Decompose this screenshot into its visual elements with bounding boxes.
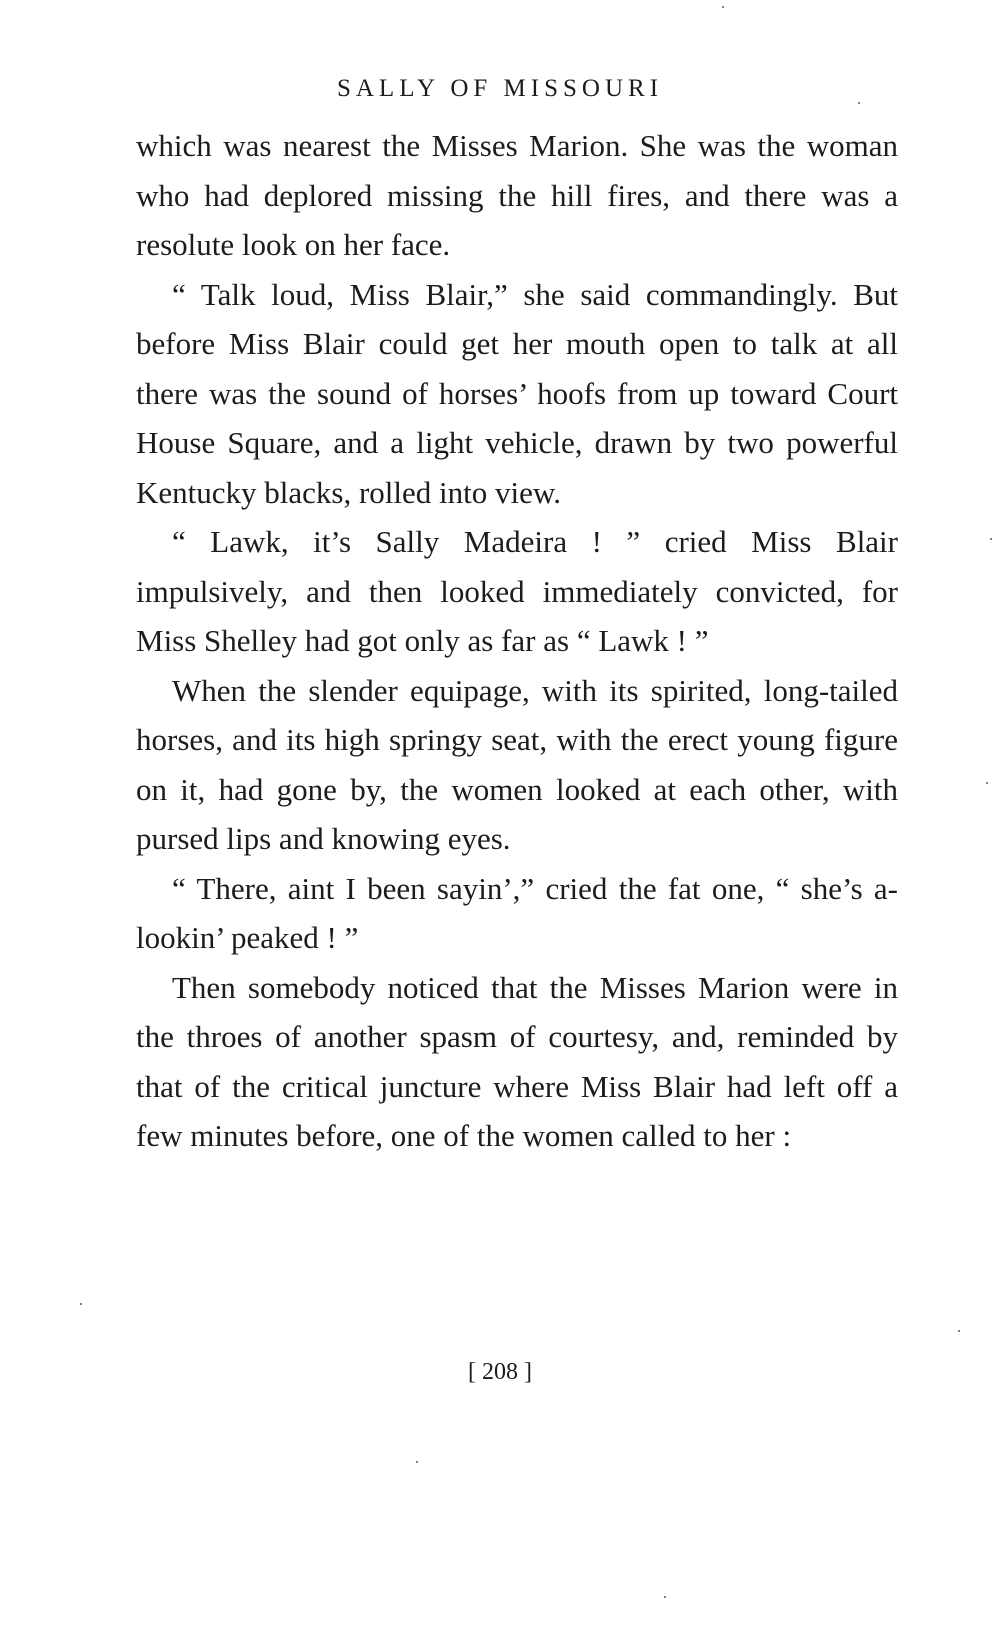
paper-speck [80,1303,82,1305]
paper-speck [858,102,860,104]
paragraph: Then somebody noticed that the Misses Marion were in the throes of another spasm of courtesy, and, reminded by that of the critical juncture where Miss Blair had left off a few minutes before, one of the women called to her : [136,969,898,1153]
paper-speck [958,1330,960,1332]
paper-speck [664,1596,666,1598]
paper-speck [986,782,988,784]
paper-speck [416,1461,418,1463]
paper-speck [990,538,992,540]
paragraph: “ Lawk, it’s Sally Madeira ! ” cried Miss Blair impulsively, and then looked immediately convicted, for Miss Shelley had got only as far as “ Lawk ! ” [136,524,898,658]
paragraph: When the slender equipage, with its spirited, long-tailed horses, and its high springy seat, with the erect young figure on it, had gone by, the women looked at each other, with pursed lips and knowing eyes. [136,672,898,856]
running-head: SALLY OF MISSOURI [336,75,664,102]
paper-speck [722,6,724,8]
body-text [136,121,898,1161]
paragraph-continued: which was nearest the Misses Marion. She was the woman who had deplored missing the hill fires, and there was a resolute look on her face. [136,128,898,262]
paragraph: “ There, aint I been sayin’,” cried the fat one, “ she’s a-lookin’ peaked ! ” [136,870,898,955]
paragraph: “ Talk loud, Miss Blair,” she said commandingly. But before Miss Blair could get her mouth open to talk at all there was the sound of horses’ hoofs from up toward Court House Square, and a light vehicle, drawn by two powerful Kentucky blacks, rolled into view. [136,276,898,510]
page-number: [ 208 ] [468,1359,532,1385]
